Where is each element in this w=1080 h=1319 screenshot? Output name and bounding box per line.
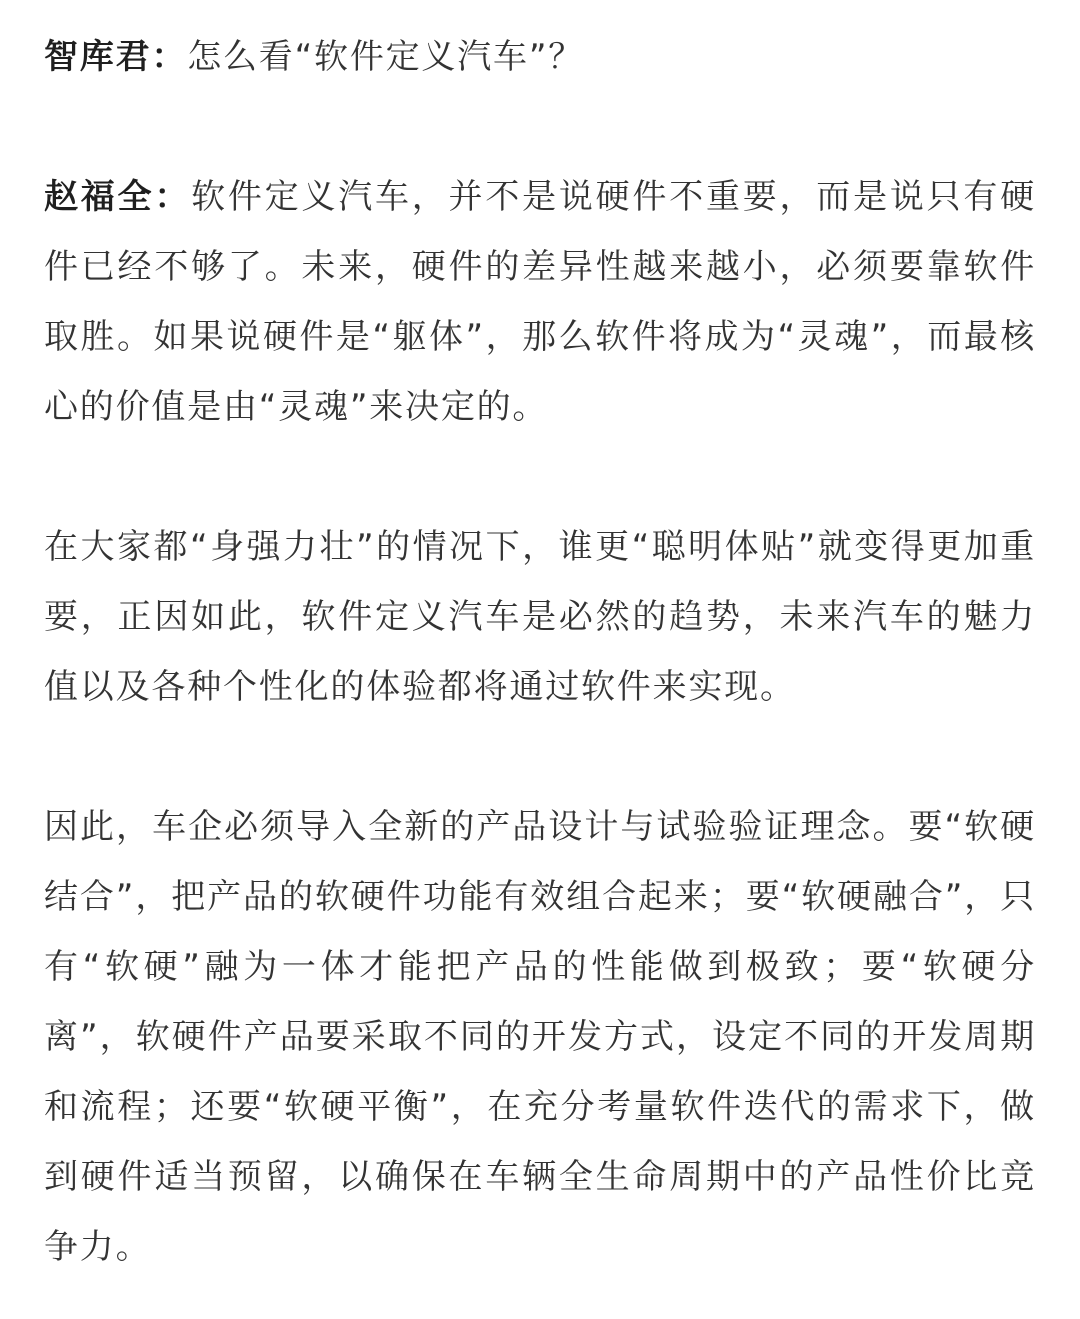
question-speaker: 智库君：: [44, 37, 188, 77]
body-paragraph: 在大家都“身强力壮”的情况下，谁更“聪明体贴”就变得更加重要，正因如此，软件定义汽车是必然的趋势，未来汽车的魅力值以及各种个性化的体验都将通过软件来实现。: [44, 527, 1036, 707]
body-paragraph: 因此，车企必须导入全新的产品设计与试验验证理念。要“软硬结合”，把产品的软硬件功能有效组合起来；要“软硬融合”，只有“软硬”融为一体才能把产品的性能做到极致；要“软硬分离”，软硬件产品要采取不同的开发方式，设定不同的开发周期和流程；还要“软硬平衡”，在充分考量软件迭代的需求下，做到硬件适当预留，以确保在车辆全生命周期中的产品性价比竞争力。: [44, 807, 1036, 1267]
question-paragraph: [44, 22, 1036, 92]
question-text: 怎么看“软件定义汽车”？: [187, 37, 585, 77]
answer-speaker: 赵福全：: [44, 177, 192, 217]
answer-paragraph: [44, 162, 1036, 442]
answer-text: 软件定义汽车，并不是说硬件不重要，而是说只有硬件已经不够了。未来，硬件的差异性越来越小，必须要靠软件取胜。如果说硬件是“躯体”，那么软件将成为“灵魂”，而最核心的价值是由“灵魂”来决定的。: [44, 177, 1036, 427]
